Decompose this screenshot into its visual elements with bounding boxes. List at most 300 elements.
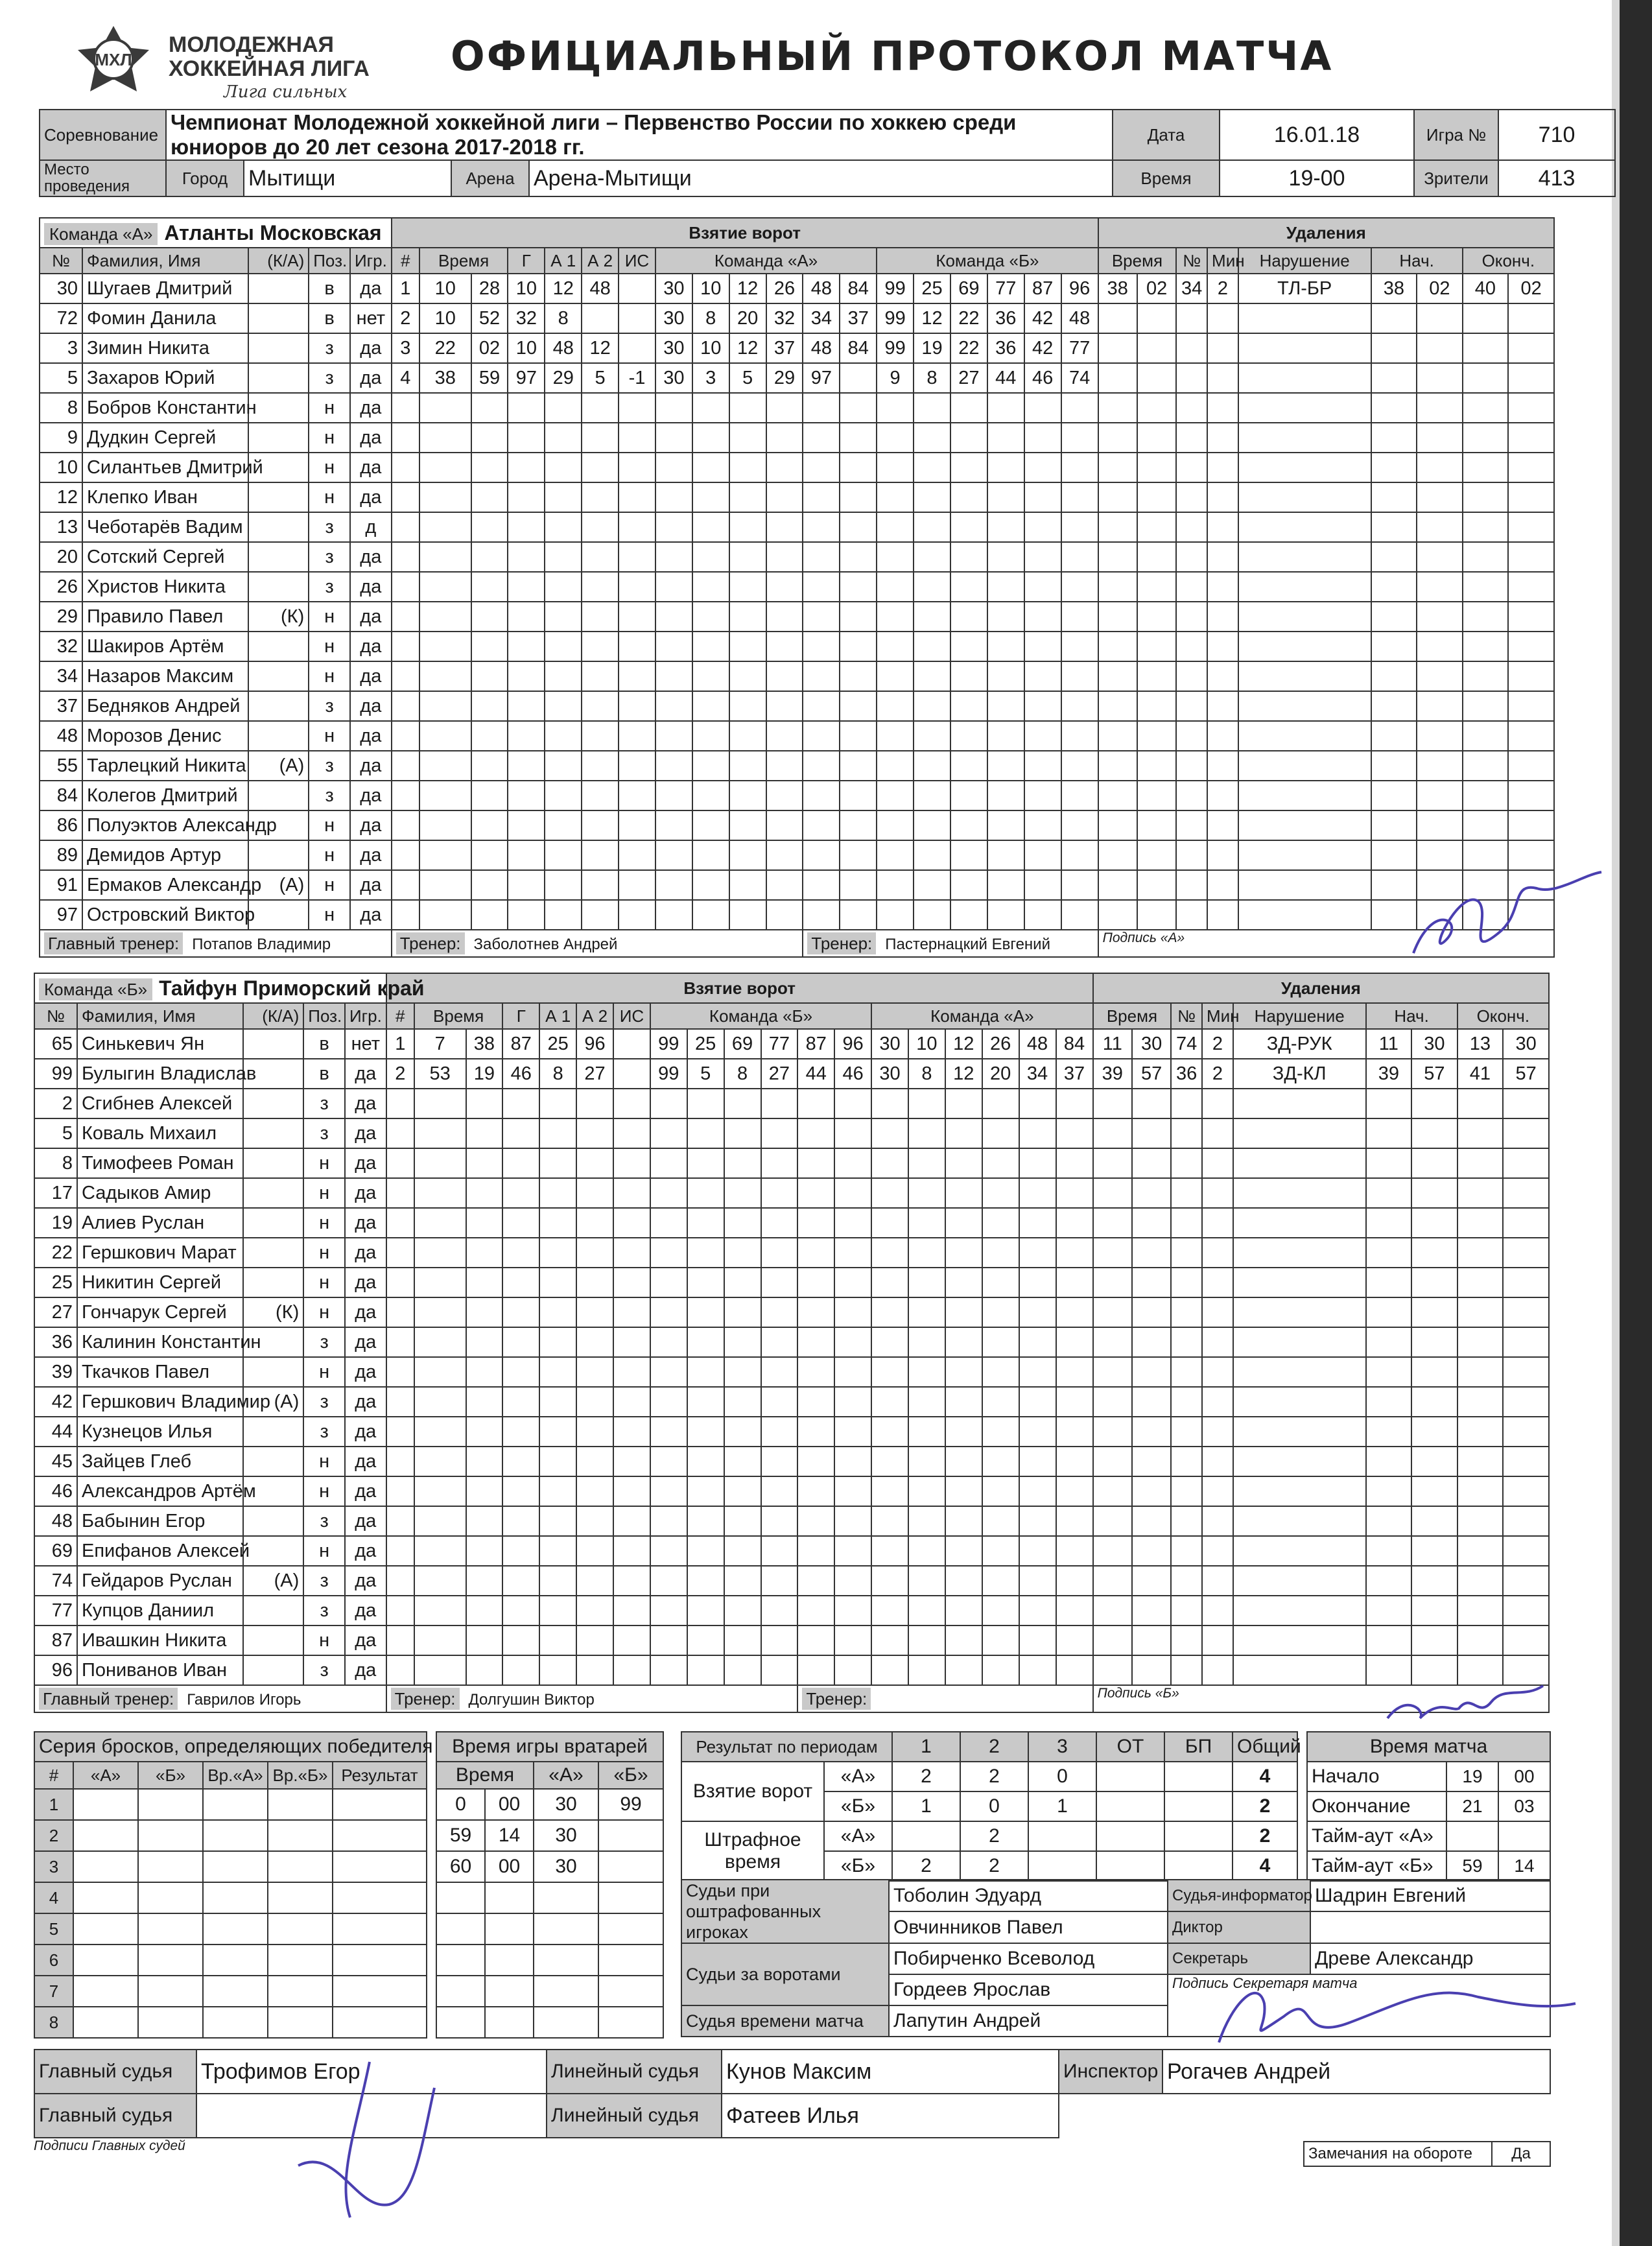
empty-goal-cell	[687, 1208, 724, 1238]
shootout-cell	[203, 2007, 268, 2038]
empty-goal-cell	[613, 1118, 650, 1148]
goalie-empty-cell	[436, 2007, 485, 2038]
empty-penalty-cell	[1463, 512, 1509, 542]
goalie-empty-cell	[436, 1913, 485, 1945]
empty-goal-cell	[797, 1387, 834, 1417]
empty-penalty-cell	[1417, 393, 1463, 423]
empty-penalty-cell	[1238, 423, 1371, 453]
empty-goal-cell	[987, 751, 1024, 781]
empty-goal-cell	[386, 1536, 414, 1566]
shootout-col: «Б»	[138, 1762, 203, 1789]
empty-goal-cell	[950, 870, 987, 900]
player-ka	[248, 781, 309, 810]
empty-penalty-cell	[1137, 512, 1176, 542]
penalties-section-title: Удаления	[1093, 973, 1549, 1003]
on-ice-first: 26	[766, 274, 803, 303]
goalie-empty-cell	[436, 1882, 485, 1913]
empty-goal-cell	[834, 1596, 871, 1625]
head-coach-label: Главный тренер:	[39, 1688, 178, 1710]
empty-goal-cell	[908, 1655, 945, 1685]
empty-goal-cell	[687, 1268, 724, 1297]
empty-goal-cell	[545, 542, 582, 572]
empty-goal-cell	[466, 1417, 503, 1447]
empty-penalty-cell	[1411, 1536, 1457, 1566]
empty-penalty-cell	[1207, 363, 1238, 393]
empty-goal-cell	[871, 1655, 908, 1685]
scanner-edge-shadow	[1612, 0, 1620, 2246]
empty-penalty-cell	[1233, 1506, 1366, 1536]
empty-goal-cell	[545, 661, 582, 691]
empty-goal-cell	[613, 1327, 650, 1357]
period-value: 1	[1028, 1791, 1096, 1821]
empty-goal-cell	[761, 1118, 798, 1148]
empty-penalty-cell	[1093, 1327, 1132, 1357]
empty-penalty-cell	[1463, 572, 1509, 602]
player-number: 72	[40, 303, 82, 333]
goalie-time-title: Время игры вратарей	[436, 1732, 663, 1762]
empty-goal-cell	[502, 1625, 539, 1655]
info-judge-value: Шадрин Евгений	[1310, 1880, 1550, 1911]
player-name: Гончарук Сергей	[77, 1297, 243, 1327]
empty-penalty-cell	[1371, 393, 1417, 423]
penalty-minute: 39	[1093, 1059, 1132, 1089]
player-number: 87	[34, 1625, 77, 1655]
team-b-signature	[1381, 1673, 1550, 1731]
player-number: 46	[34, 1476, 77, 1506]
empty-goal-cell	[914, 393, 950, 423]
empty-penalty-cell	[1098, 840, 1137, 870]
player-played: да	[350, 751, 392, 781]
empty-goal-cell	[834, 1238, 871, 1268]
empty-goal-cell	[619, 781, 655, 810]
empty-penalty-cell	[1238, 512, 1371, 542]
col-goal-time: Время	[419, 248, 508, 274]
empty-penalty-cell	[1132, 1089, 1171, 1118]
empty-goal-cell	[840, 482, 877, 512]
empty-goal-cell	[834, 1268, 871, 1297]
empty-penalty-cell	[1093, 1297, 1132, 1327]
player-row	[34, 1148, 1549, 1178]
empty-penalty-cell	[1132, 1447, 1171, 1476]
empty-penalty-cell	[1411, 1148, 1457, 1178]
empty-penalty-cell	[1411, 1357, 1457, 1387]
empty-goal-cell	[687, 1596, 724, 1625]
empty-goal-cell	[502, 1178, 539, 1208]
empty-goal-cell	[724, 1208, 761, 1238]
empty-goal-cell	[419, 423, 471, 453]
match-time-minute: 59	[1446, 1851, 1498, 1881]
empty-goal-cell	[1056, 1297, 1093, 1327]
player-number: 25	[34, 1268, 77, 1297]
empty-penalty-cell	[1417, 542, 1463, 572]
empty-goal-cell	[613, 1596, 650, 1625]
empty-penalty-cell	[1457, 1089, 1504, 1118]
empty-goal-cell	[987, 781, 1024, 810]
secretary-signature	[1206, 1965, 1582, 2055]
on-ice-first: 34	[803, 303, 840, 333]
empty-goal-cell	[1019, 1089, 1056, 1118]
empty-goal-cell	[582, 691, 619, 721]
empty-goal-cell	[729, 810, 766, 840]
secretary-signature-label: Подпись Секретаря матча	[1172, 1975, 1358, 1991]
empty-penalty-cell	[1457, 1536, 1504, 1566]
empty-penalty-cell	[1093, 1596, 1132, 1625]
goalie-b: 99	[598, 1789, 663, 1820]
player-played: да	[345, 1536, 386, 1566]
player-position: н	[303, 1536, 345, 1566]
team-signature-cell: Подпись «Б»	[1093, 1685, 1549, 1712]
empty-penalty-cell	[1503, 1566, 1549, 1596]
player-played: да	[350, 333, 392, 363]
empty-goal-cell	[619, 691, 655, 721]
empty-goal-cell	[797, 1208, 834, 1238]
period-value: 4	[1233, 1762, 1297, 1791]
player-name: Морозов Денис	[82, 721, 248, 751]
empty-goal-cell	[1061, 661, 1098, 691]
empty-penalty-cell	[1207, 542, 1238, 572]
goal-number: 1	[386, 1029, 414, 1059]
player-row	[40, 721, 1554, 751]
empty-penalty-cell	[1202, 1655, 1233, 1685]
empty-goal-cell	[950, 691, 987, 721]
empty-goal-cell	[466, 1208, 503, 1238]
empty-goal-cell	[471, 781, 508, 810]
empty-penalty-cell	[1238, 661, 1371, 691]
empty-penalty-cell	[1508, 781, 1554, 810]
empty-goal-cell	[650, 1208, 687, 1238]
penalty-end-sec: 57	[1503, 1059, 1549, 1089]
empty-penalty-cell	[1098, 900, 1137, 930]
empty-goal-cell	[871, 1297, 908, 1327]
goal-minute: 53	[414, 1059, 466, 1089]
empty-penalty-cell	[1238, 632, 1371, 661]
empty-penalty-cell	[1463, 751, 1509, 781]
match-time-label: Тайм-аут «А»	[1307, 1821, 1446, 1851]
goal-situation: -1	[619, 363, 655, 393]
on-ice-second: 37	[1056, 1059, 1093, 1089]
empty-goal-cell	[950, 423, 987, 453]
empty-penalty-cell	[1132, 1297, 1171, 1327]
empty-goal-cell	[945, 1118, 982, 1148]
empty-goal-cell	[471, 512, 508, 542]
player-row	[34, 1297, 1549, 1327]
player-position: з	[309, 751, 350, 781]
empty-goal-cell	[655, 512, 692, 542]
shootout-cell	[73, 2007, 138, 2038]
player-row	[34, 1596, 1549, 1625]
player-row	[34, 1208, 1549, 1238]
empty-goal-cell	[803, 542, 840, 572]
player-played: да	[345, 1506, 386, 1536]
empty-penalty-cell	[1238, 482, 1371, 512]
empty-penalty-cell	[1132, 1387, 1171, 1417]
empty-goal-cell	[724, 1506, 761, 1536]
player-name: Никитин Сергей	[77, 1268, 243, 1297]
empty-goal-cell	[840, 691, 877, 721]
empty-penalty-cell	[1207, 393, 1238, 423]
empty-penalty-cell	[1093, 1148, 1132, 1178]
empty-goal-cell	[392, 572, 419, 602]
empty-penalty-cell	[1457, 1506, 1504, 1536]
empty-goal-cell	[797, 1476, 834, 1506]
player-position: н	[309, 632, 350, 661]
shootout-row-number: 2	[34, 1820, 73, 1851]
empty-goal-cell	[414, 1208, 466, 1238]
player-position: з	[303, 1596, 345, 1625]
empty-penalty-cell	[1417, 751, 1463, 781]
empty-goal-cell	[908, 1417, 945, 1447]
empty-penalty-cell	[1093, 1655, 1132, 1685]
empty-goal-cell	[502, 1208, 539, 1238]
player-played: да	[350, 393, 392, 423]
empty-goal-cell	[650, 1178, 687, 1208]
on-ice-first: 10	[692, 333, 729, 363]
empty-penalty-cell	[1463, 423, 1509, 453]
empty-goal-cell	[539, 1596, 576, 1625]
empty-goal-cell	[471, 870, 508, 900]
goalie-col-a: «А»	[534, 1762, 598, 1789]
empty-goal-cell	[871, 1566, 908, 1596]
player-ka	[248, 423, 309, 453]
empty-penalty-cell	[1137, 602, 1176, 632]
empty-goal-cell	[466, 1596, 503, 1625]
empty-goal-cell	[687, 1625, 724, 1655]
empty-goal-cell	[761, 1536, 798, 1566]
empty-goal-cell	[655, 751, 692, 781]
shootout-cell	[138, 1976, 203, 2007]
empty-goal-cell	[687, 1387, 724, 1417]
on-ice-second: 48	[1019, 1029, 1056, 1059]
player-position: з	[303, 1089, 345, 1118]
empty-goal-cell	[797, 1089, 834, 1118]
empty-goal-cell	[834, 1476, 871, 1506]
empty-penalty-cell	[1417, 661, 1463, 691]
empty-goal-cell	[871, 1476, 908, 1506]
empty-goal-cell	[655, 781, 692, 810]
empty-penalty-cell	[1207, 900, 1238, 930]
empty-penalty-cell	[1176, 632, 1207, 661]
empty-penalty-cell	[1093, 1089, 1132, 1118]
player-name: Островский Виктор	[82, 900, 248, 930]
empty-penalty-cell	[1207, 602, 1238, 632]
competition-line2: юниоров до 20 лет сезона 2017-2018 гг.	[171, 135, 585, 159]
empty-goal-cell	[655, 572, 692, 602]
empty-penalty-cell	[1093, 1566, 1132, 1596]
empty-penalty-cell	[1202, 1089, 1233, 1118]
period-value	[1096, 1791, 1164, 1821]
empty-goal-cell	[987, 632, 1024, 661]
player-name: Александров Артём	[77, 1476, 243, 1506]
on-ice-first: 46	[834, 1059, 871, 1089]
shootout-cell	[138, 1820, 203, 1851]
goal-number: 2	[386, 1059, 414, 1089]
goalie-col-time: Время	[436, 1762, 534, 1789]
empty-goal-cell	[539, 1566, 576, 1596]
empty-goal-cell	[987, 542, 1024, 572]
player-position: н	[303, 1357, 345, 1387]
player-played: да	[350, 691, 392, 721]
empty-penalty-cell	[1176, 810, 1207, 840]
empty-goal-cell	[803, 453, 840, 482]
empty-goal-cell	[1056, 1655, 1093, 1685]
empty-penalty-cell	[1508, 393, 1554, 423]
shootout-cell	[73, 1851, 138, 1882]
player-name: Демидов Артур	[82, 840, 248, 870]
player-ka	[243, 1655, 303, 1685]
empty-goal-cell	[650, 1596, 687, 1625]
empty-goal-cell	[987, 840, 1024, 870]
empty-goal-cell	[471, 661, 508, 691]
empty-goal-cell	[914, 870, 950, 900]
empty-goal-cell	[466, 1387, 503, 1417]
player-ka: (А)	[248, 751, 309, 781]
player-played: да	[345, 1178, 386, 1208]
empty-goal-cell	[419, 721, 471, 751]
empty-goal-cell	[766, 840, 803, 870]
logo-text: МХЛ	[95, 50, 132, 69]
empty-goal-cell	[576, 1447, 613, 1476]
empty-penalty-cell	[1503, 1089, 1549, 1118]
empty-goal-cell	[1024, 691, 1061, 721]
empty-goal-cell	[877, 423, 914, 453]
penalty-start-min: 11	[1366, 1029, 1412, 1059]
empty-penalty-cell	[1137, 423, 1176, 453]
player-name: Коваль Михаил	[77, 1118, 243, 1148]
empty-penalty-cell	[1238, 870, 1371, 900]
empty-penalty-cell	[1411, 1178, 1457, 1208]
empty-goal-cell	[914, 691, 950, 721]
empty-goal-cell	[386, 1178, 414, 1208]
shootout-cell	[333, 1820, 427, 1851]
empty-goal-cell	[650, 1118, 687, 1148]
shootout-row-number: 7	[34, 1976, 73, 2007]
empty-goal-cell	[545, 870, 582, 900]
period-value: 2	[892, 1762, 960, 1791]
empty-goal-cell	[471, 691, 508, 721]
empty-penalty-cell	[1207, 870, 1238, 900]
penalty-end-min: 40	[1463, 274, 1509, 303]
empty-penalty-cell	[1503, 1208, 1549, 1238]
empty-goal-cell	[871, 1118, 908, 1148]
empty-goal-cell	[724, 1476, 761, 1506]
on-ice-first: 30	[655, 303, 692, 333]
period-value: 1	[892, 1791, 960, 1821]
empty-goal-cell	[1019, 1625, 1056, 1655]
period-value: 2	[1233, 1821, 1297, 1851]
player-ka	[248, 333, 309, 363]
shootout-cell	[73, 1820, 138, 1851]
player-row	[40, 781, 1554, 810]
shootout-cell	[268, 2007, 333, 2038]
head-coach-value: Потапов Владимир	[192, 935, 331, 953]
goal-situation	[619, 333, 655, 363]
empty-goal-cell	[724, 1655, 761, 1685]
empty-goal-cell	[945, 1268, 982, 1297]
empty-goal-cell	[1019, 1148, 1056, 1178]
empty-penalty-cell	[1371, 363, 1417, 393]
empty-goal-cell	[945, 1178, 982, 1208]
empty-penalty-cell	[1207, 512, 1238, 542]
empty-goal-cell	[582, 781, 619, 810]
scanner-edge	[1620, 0, 1652, 2246]
player-row	[40, 423, 1554, 453]
empty-penalty-cell	[1463, 810, 1509, 840]
col-a2: А 2	[576, 1003, 613, 1029]
empty-penalty-cell	[1238, 691, 1371, 721]
empty-goal-cell	[582, 572, 619, 602]
empty-penalty-cell	[1093, 1118, 1132, 1148]
empty-goal-cell	[545, 691, 582, 721]
on-ice-second: 8	[914, 363, 950, 393]
empty-goal-cell	[582, 870, 619, 900]
empty-goal-cell	[871, 1596, 908, 1625]
empty-goal-cell	[803, 512, 840, 542]
empty-goal-cell	[392, 781, 419, 810]
player-name: Полуэктов Александр	[82, 810, 248, 840]
goal-situation	[613, 1059, 650, 1089]
empty-goal-cell	[797, 1148, 834, 1178]
empty-penalty-cell	[1137, 632, 1176, 661]
empty-goal-cell	[877, 482, 914, 512]
on-ice-second: 20	[982, 1059, 1019, 1089]
empty-goal-cell	[761, 1596, 798, 1625]
player-played: да	[350, 423, 392, 453]
match-time-second: 14	[1498, 1851, 1550, 1881]
team-name: Атланты Московская	[164, 220, 382, 244]
period-col-ot: ОТ	[1096, 1732, 1164, 1762]
league-name-line2: ХОККЕЙНАЯ ЛИГА	[169, 56, 370, 81]
empty-penalty-cell	[1366, 1476, 1412, 1506]
goal-number: 3	[392, 333, 419, 363]
player-name: Бобров Константин	[82, 393, 248, 423]
empty-goal-cell	[414, 1357, 466, 1387]
empty-penalty-cell	[1463, 632, 1509, 661]
player-position: н	[309, 810, 350, 840]
empty-goal-cell	[877, 721, 914, 751]
empty-penalty-cell	[1411, 1417, 1457, 1447]
goal-number: 2	[392, 303, 419, 333]
player-name: Захаров Юрий	[82, 363, 248, 393]
player-number: 2	[34, 1089, 77, 1118]
player-position: н	[303, 1268, 345, 1297]
empty-goal-cell	[729, 781, 766, 810]
empty-goal-cell	[655, 840, 692, 870]
empty-goal-cell	[950, 840, 987, 870]
empty-penalty-cell	[1457, 1476, 1504, 1506]
empty-penalty-cell	[1202, 1178, 1233, 1208]
empty-penalty-cell	[1508, 512, 1554, 542]
league-slogan: Лига сильных	[224, 82, 348, 102]
player-played: да	[345, 1118, 386, 1148]
empty-penalty-cell	[1411, 1447, 1457, 1476]
empty-goal-cell	[724, 1089, 761, 1118]
goal-second: 38	[466, 1029, 503, 1059]
player-position: н	[309, 900, 350, 930]
empty-penalty-cell	[1233, 1357, 1366, 1387]
period-value: 2	[960, 1851, 1028, 1881]
coach-2-value: Пастернацкий Евгений	[885, 935, 1050, 953]
empty-goal-cell	[987, 423, 1024, 453]
empty-goal-cell	[687, 1506, 724, 1536]
empty-goal-cell	[539, 1447, 576, 1476]
empty-goal-cell	[840, 632, 877, 661]
empty-goal-cell	[619, 512, 655, 542]
empty-penalty-cell	[1417, 333, 1463, 363]
penalty-player: 34	[1176, 274, 1207, 303]
empty-penalty-cell	[1238, 542, 1371, 572]
empty-goal-cell	[797, 1447, 834, 1476]
empty-goal-cell	[803, 840, 840, 870]
